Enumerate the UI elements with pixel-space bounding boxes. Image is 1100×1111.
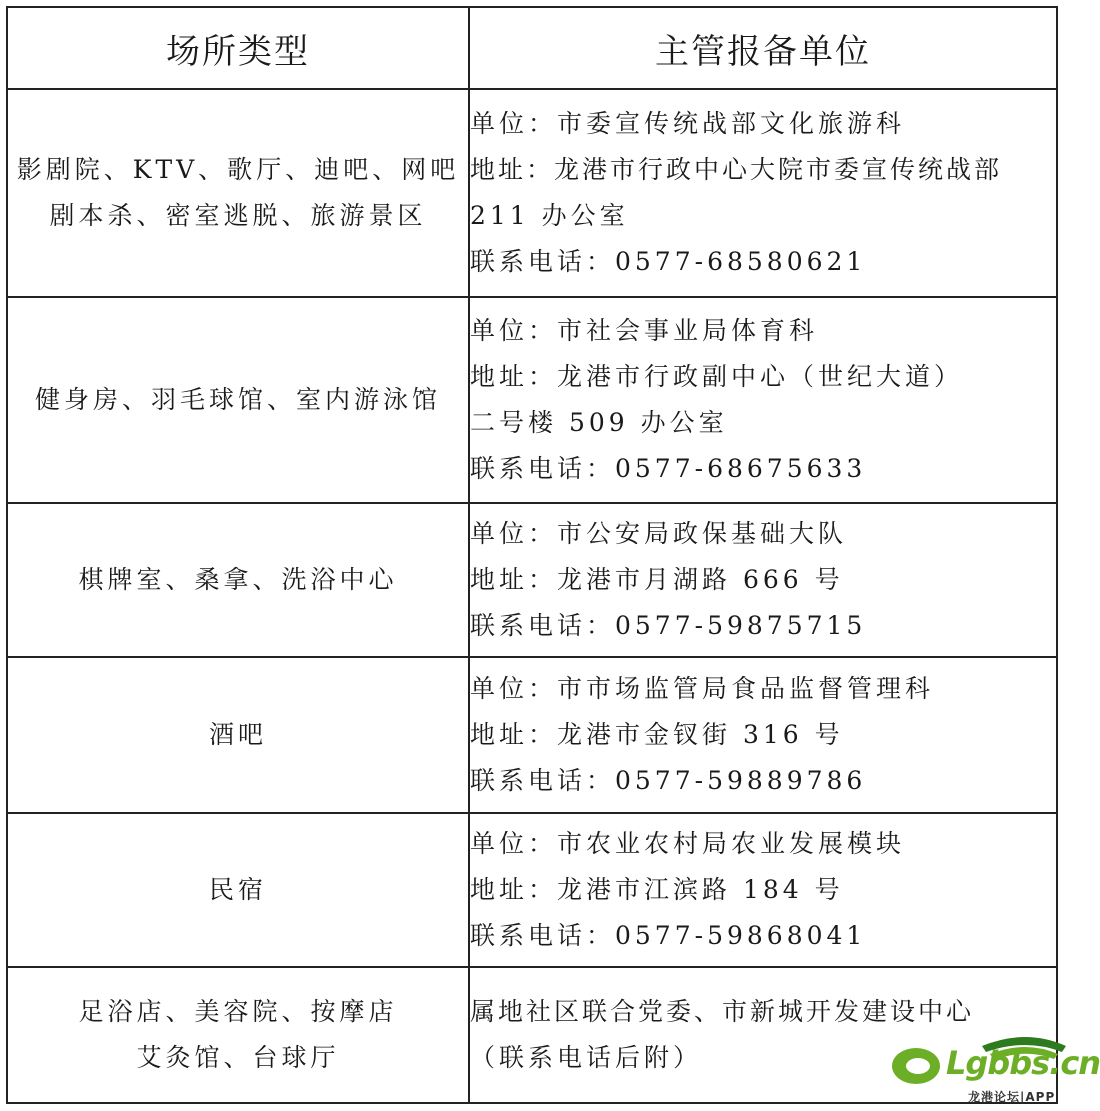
venue-type-cell: [7, 657, 469, 813]
unit-line: 二号楼 509 办公室: [470, 408, 728, 437]
unit-line: 地址：龙港市金钗街 316 号: [470, 720, 844, 749]
unit-cell: [469, 89, 1057, 297]
venue-type-line: 艾灸馆、台球厅: [136, 1043, 340, 1072]
header-supervising-unit: 主管报备单位: [469, 7, 1057, 89]
venue-type-line: 剧本杀、密室逃脱、旅游景区: [49, 201, 427, 230]
venue-type-line: 健身房、羽毛球馆、室内游泳馆: [34, 385, 441, 414]
unit-line: 联系电话：0577-59889786: [470, 766, 867, 795]
venue-type-cell: [7, 89, 469, 297]
venue-type-line: 棋牌室、桑拿、洗浴中心: [78, 565, 398, 594]
unit-line: 单位：市农业农村局农业发展模块: [470, 829, 906, 858]
venue-type-cell: [7, 813, 469, 967]
venue-type-line: 民宿: [208, 875, 267, 904]
unit-line: 联系电话：0577-59868041: [470, 921, 867, 950]
unit-line: （联系电话后附）: [470, 1043, 703, 1072]
unit-line: 211 办公室: [470, 201, 629, 230]
table-row: [7, 297, 1057, 503]
table-header-row: [7, 7, 1057, 89]
unit-line: 地址：龙港市月湖路 666 号: [470, 565, 844, 594]
table-row: [7, 657, 1057, 813]
unit-cell: [469, 813, 1057, 967]
watermark-text: Lgbbs.cn: [946, 1044, 1100, 1082]
unit-line: 地址：龙港市行政副中心（世纪大道）: [470, 362, 964, 391]
venue-type-line: 酒吧: [208, 720, 267, 749]
unit-line: 单位：市市场监管局食品监督管理科: [470, 674, 935, 703]
unit-cell: [469, 657, 1057, 813]
table-row: [7, 89, 1057, 297]
venue-type-cell: [7, 503, 469, 657]
table-row: [7, 813, 1057, 967]
unit-line: 联系电话：0577-68580621: [470, 247, 867, 276]
unit-line: 单位：市公安局政保基础大队: [470, 519, 848, 548]
unit-line: 单位：市社会事业局体育科: [470, 316, 819, 345]
registration-table: [6, 6, 1058, 1104]
unit-line: 地址：龙港市行政中心大院市委宣传统战部: [470, 155, 1003, 184]
unit-line: 联系电话：0577-68675633: [470, 454, 867, 483]
venue-type-cell: [7, 967, 469, 1103]
watermark-subtext: 龙港论坛|APP: [968, 1090, 1056, 1104]
venue-type-line: 影剧院、KTV、歌厅、迪吧、网吧: [16, 155, 460, 184]
venue-type-cell: [7, 297, 469, 503]
unit-cell: [469, 297, 1057, 503]
unit-line: 单位：市委宣传统战部文化旅游科: [470, 109, 906, 138]
header-venue-type: 场所类型: [7, 7, 469, 89]
unit-line: 地址：龙港市江滨路 184 号: [470, 875, 844, 904]
venue-type-line: 足浴店、美容院、按摩店: [78, 997, 398, 1026]
table-row: [7, 503, 1057, 657]
unit-cell: [469, 503, 1057, 657]
unit-line: 联系电话：0577-59875715: [470, 611, 867, 640]
unit-line: 属地社区联合党委、市新城开发建设中心: [470, 997, 975, 1026]
